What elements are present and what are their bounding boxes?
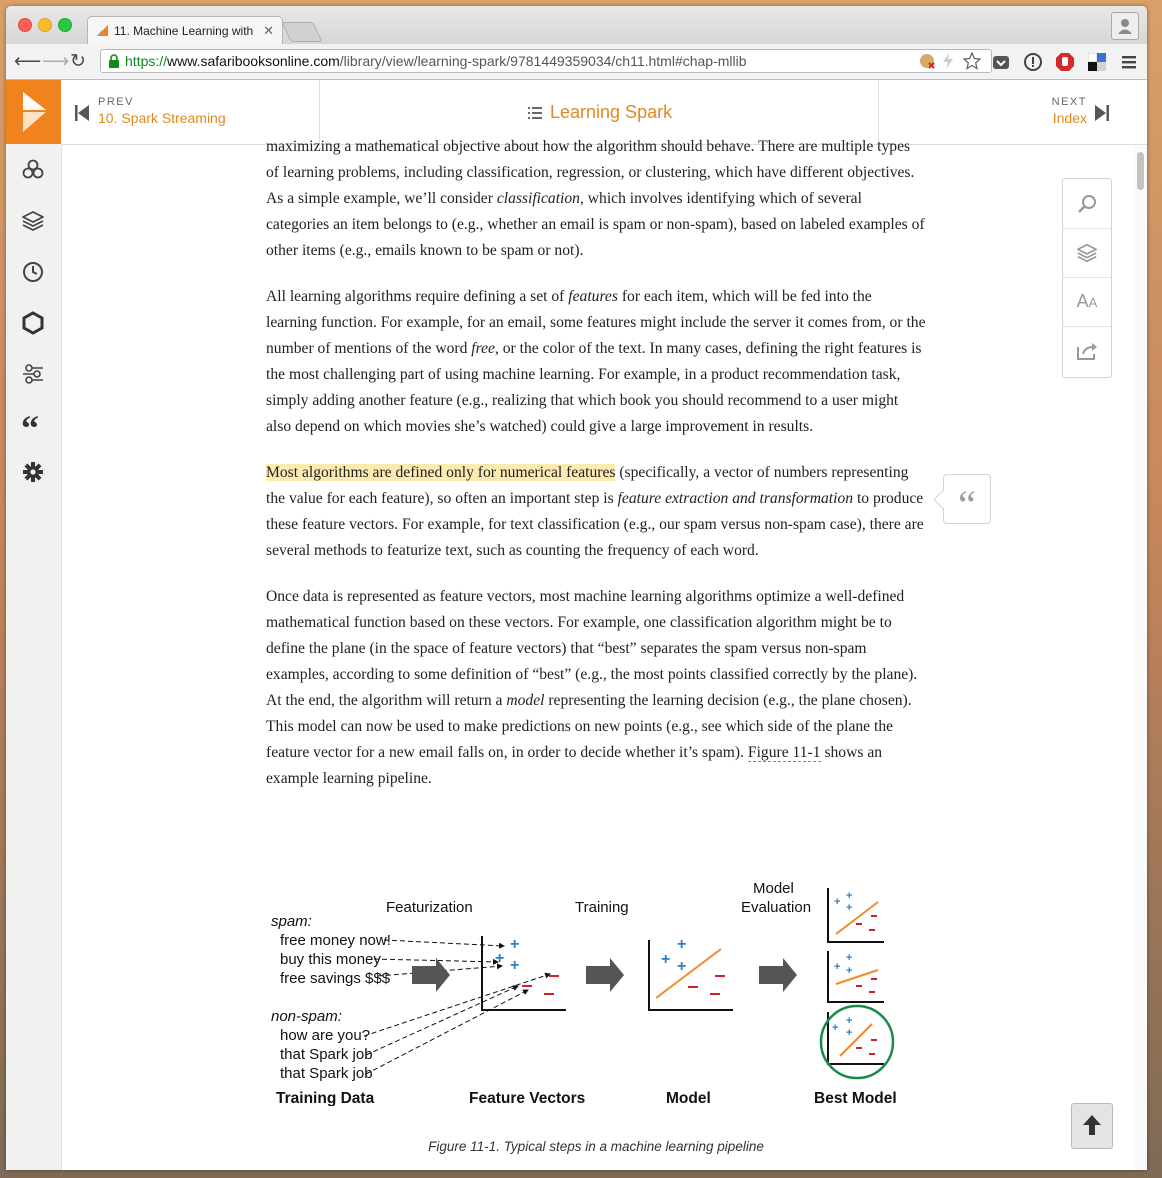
info-extension-icon[interactable] bbox=[1024, 53, 1042, 71]
svg-text:+: + bbox=[661, 951, 671, 968]
spam-item-3: free savings $$$ bbox=[280, 970, 391, 987]
share-tool-button[interactable] bbox=[1063, 326, 1111, 375]
share-icon bbox=[1076, 341, 1098, 361]
url-domain: www.safaribooksonline.com bbox=[167, 53, 340, 69]
paragraph-1 bbox=[266, 134, 926, 264]
prev-link-title[interactable]: 10. Spark Streaming bbox=[98, 110, 226, 126]
svg-text:+: + bbox=[846, 890, 853, 902]
term-classification: classification bbox=[496, 190, 580, 207]
svg-text:+: + bbox=[677, 936, 687, 953]
text: , or the color of the text. In many cases, defining the right features is the most challenging part of using machine learning. For example, in a product recommendation task, simply adding another feature (e.g., realizing that which book you should recommend to a user might also depend on which movies she’s watched) could give a large improvement in results. bbox=[266, 340, 922, 435]
svg-text:+: + bbox=[677, 958, 687, 975]
safari-logo-icon bbox=[6, 80, 61, 144]
figure-caption: Figure 11-1. Typical steps in a machine learning pipeline bbox=[428, 1139, 764, 1154]
col-best-model: Best Model bbox=[814, 1090, 897, 1106]
playlists-icon[interactable] bbox=[21, 362, 45, 386]
search-tool-button[interactable] bbox=[1063, 179, 1111, 229]
back-to-top-button[interactable] bbox=[1071, 1103, 1113, 1149]
scrollbar-thumb[interactable] bbox=[1137, 152, 1144, 190]
text: to produce these feature vectors. For example, for text classification (e.g., our spam versus non-spam case), there are several methods to featurize text, such as counting the frequency of each word. bbox=[266, 490, 924, 559]
safari-logo[interactable] bbox=[6, 80, 61, 144]
svg-text:+: + bbox=[834, 961, 841, 973]
paragraph-3 bbox=[266, 460, 926, 564]
stage-eval-2: Evaluation bbox=[741, 899, 812, 916]
next-link-title[interactable]: Index bbox=[1052, 110, 1087, 126]
history-clock-icon[interactable] bbox=[21, 260, 45, 284]
spam-item-2: buy this money bbox=[280, 951, 381, 968]
nonspam-item-3: that Spark job bbox=[280, 1065, 373, 1082]
font-size-tool-button[interactable] bbox=[1063, 277, 1111, 327]
term-features: features bbox=[568, 288, 618, 305]
left-sidebar bbox=[6, 144, 62, 1170]
svg-text:+: + bbox=[510, 957, 520, 974]
font-size-icon: AA bbox=[1076, 291, 1098, 311]
stage-featurization: Featurization bbox=[386, 899, 473, 916]
col-model: Model bbox=[666, 1090, 711, 1106]
svg-text:+: + bbox=[846, 952, 853, 964]
plugin-blocked-icon[interactable] bbox=[919, 53, 935, 69]
svg-text:+: + bbox=[832, 1022, 839, 1034]
paragraph-4 bbox=[266, 584, 926, 792]
stage-eval-1: Model bbox=[753, 880, 794, 897]
safari-favicon-icon bbox=[97, 25, 108, 36]
minus-points bbox=[522, 916, 877, 1054]
table-of-contents-icon[interactable] bbox=[528, 106, 542, 120]
nonspam-item-2: that Spark job bbox=[280, 1046, 373, 1063]
svg-text:+: + bbox=[846, 965, 853, 977]
close-window-button[interactable] bbox=[18, 18, 32, 32]
new-tab-button[interactable] bbox=[281, 22, 322, 42]
topics-icon[interactable] bbox=[21, 158, 45, 182]
arrow-up-icon bbox=[1083, 1115, 1101, 1135]
svg-text:+: + bbox=[834, 896, 841, 908]
figure-reference-link[interactable]: Figure 11-1 bbox=[747, 744, 821, 761]
layers-icon bbox=[1076, 242, 1098, 264]
profile-button[interactable] bbox=[1111, 12, 1139, 40]
person-icon bbox=[1112, 13, 1138, 39]
mapping-arrows bbox=[364, 940, 550, 1074]
prev-skip-icon bbox=[75, 105, 89, 121]
next-label: NEXT bbox=[1051, 96, 1087, 108]
url-scheme: https:// bbox=[125, 53, 168, 69]
text: representing the learning decision (e.g., the plane chosen). This model can now be used to make predictions on new points (e.g., see which side of the plane the feature vector for a new email falls on, in order to decide whether it’s spam). bbox=[266, 692, 912, 761]
bookmark-star-icon[interactable] bbox=[963, 52, 981, 70]
pocket-icon[interactable] bbox=[992, 53, 1010, 71]
best-model-circle bbox=[821, 1006, 893, 1078]
text: shows an example learning pipeline. bbox=[266, 744, 883, 787]
browser-tab-active[interactable] bbox=[87, 16, 283, 44]
text: All learning algorithms require defining a set of bbox=[266, 288, 569, 305]
close-tab-icon[interactable]: ✕ bbox=[263, 23, 274, 38]
layers-icon[interactable] bbox=[21, 209, 45, 233]
col-training-data: Training Data bbox=[276, 1090, 375, 1106]
highlighted-text[interactable]: Most algorithms are defined only for numerical features bbox=[266, 464, 616, 481]
text: (specifically, a vector of numbers representing the value for each feature), so often an important step is bbox=[266, 464, 909, 507]
adblock-icon[interactable] bbox=[1056, 53, 1074, 71]
col-feature-vectors: Feature Vectors bbox=[469, 1090, 586, 1106]
svg-text:+: + bbox=[495, 950, 505, 967]
delicious-icon[interactable] bbox=[1088, 53, 1106, 71]
url-text bbox=[125, 53, 747, 69]
hexagon-icon[interactable] bbox=[21, 311, 45, 335]
term-feature-extraction: feature extraction and transformation bbox=[617, 490, 854, 507]
reload-icon[interactable]: ↻ bbox=[70, 51, 86, 72]
text: maximizing a mathematical objective about how the algorithm should behave. There are multiple types of learning problems, including classification, regression, or clustering, which have different objectives. As a simple example, we’ll consider bbox=[266, 138, 915, 207]
address-bar[interactable] bbox=[100, 49, 992, 73]
page-scrollbar[interactable] bbox=[1134, 146, 1147, 1170]
feature-axes bbox=[482, 888, 884, 1064]
reader-tools-panel bbox=[1062, 178, 1112, 378]
text: for each item, which will be fed into the learning function. For example, for an email, some features might include the server it comes from, or the number of mentions of the word bbox=[266, 288, 926, 357]
ml-pipeline-figure bbox=[266, 866, 906, 1106]
article-body bbox=[266, 134, 926, 812]
lock-icon bbox=[108, 54, 120, 68]
prev-label: PREV bbox=[98, 96, 134, 108]
svg-text:+: + bbox=[846, 1027, 853, 1039]
term-free: free bbox=[471, 340, 495, 357]
menu-icon[interactable] bbox=[1120, 53, 1138, 71]
svg-text:+: + bbox=[846, 902, 853, 914]
forward-arrow-icon[interactable]: ⟶ bbox=[42, 51, 70, 72]
paragraph-2 bbox=[266, 284, 926, 440]
tab-strip bbox=[6, 6, 1147, 44]
svg-text:+: + bbox=[846, 1015, 853, 1027]
stage-training: Training bbox=[575, 899, 629, 916]
nonspam-item-1: how are you? bbox=[280, 1027, 371, 1044]
settings-gear-icon[interactable] bbox=[21, 460, 45, 484]
pipeline-arrows bbox=[412, 958, 797, 992]
tab-title: 11. Machine Learning with bbox=[114, 24, 254, 38]
url-path: /library/view/learning-spark/9781449359034/ch11.html#chap-mllib bbox=[339, 53, 747, 69]
layers-tool-button[interactable] bbox=[1063, 228, 1111, 278]
zoom-window-button[interactable] bbox=[58, 18, 72, 32]
nonspam-label: non-spam: bbox=[271, 1008, 342, 1025]
next-skip-icon bbox=[1095, 105, 1109, 121]
spam-item-1: free money now! bbox=[280, 932, 391, 949]
term-model: model bbox=[506, 692, 545, 709]
text: Once data is represented as feature vectors, most machine learning algorithms optimize a well-defined mathematical function based on these vectors. For example, one classification algorithm might be to define the plane (in the space of feature vectors) that “best” separates the spam versus non-spam examples, according to some definition of “best” (e.g., the most points classified correctly by the plane). At the end, the algorithm will return a bbox=[266, 588, 918, 709]
minimize-window-button[interactable] bbox=[38, 18, 52, 32]
spam-label: spam: bbox=[271, 913, 312, 930]
search-icon bbox=[1077, 194, 1097, 214]
browser-toolbar bbox=[6, 44, 1147, 80]
highlights-quote-icon[interactable]: “ bbox=[21, 408, 39, 448]
back-arrow-icon[interactable]: ⟵ bbox=[14, 51, 42, 72]
browser-window bbox=[6, 6, 1147, 1170]
lightning-icon[interactable] bbox=[941, 53, 955, 69]
add-highlight-quote-button[interactable]: “ bbox=[943, 474, 991, 524]
svg-text:+: + bbox=[510, 936, 520, 953]
book-title[interactable]: Learning Spark bbox=[550, 102, 673, 122]
text: , which involves identifying which of several categories an item belongs to (e.g., whether an email is spam or non-spam), based on labeled examples of other items (e.g., emails known to be spam or not). bbox=[266, 190, 925, 259]
